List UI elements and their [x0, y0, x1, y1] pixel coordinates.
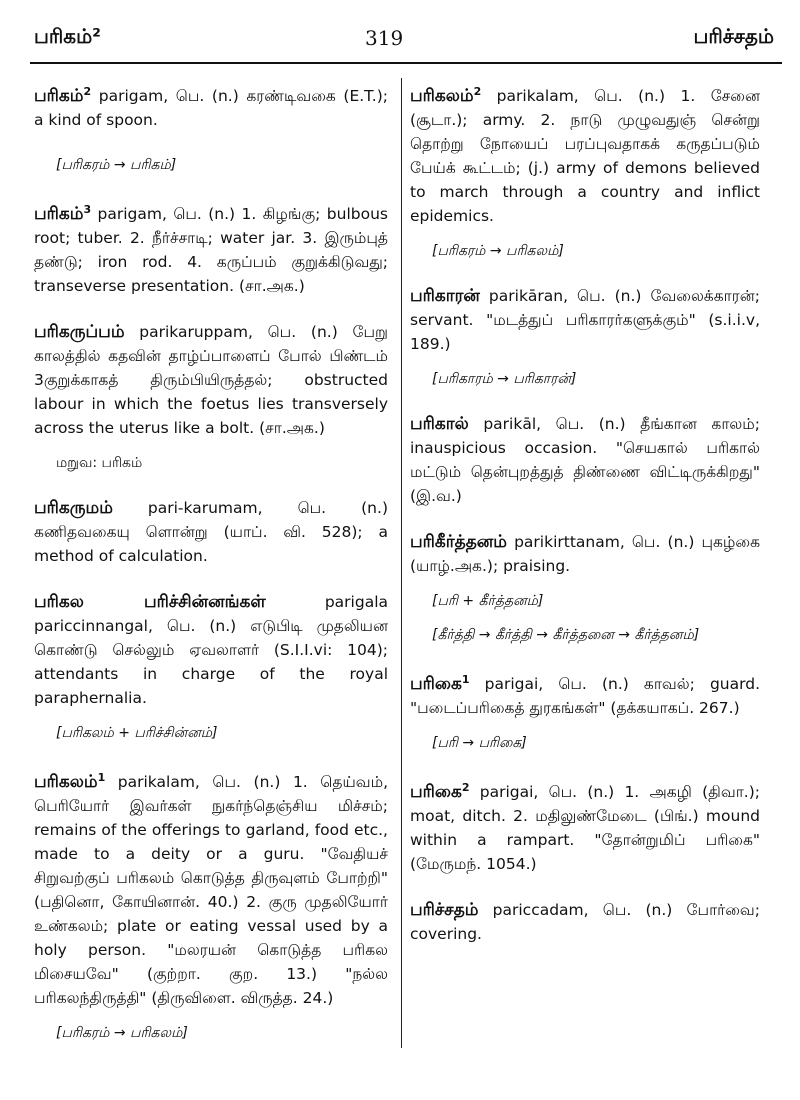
- dictionary-entry: [34, 320, 388, 440]
- etymology: [பரிகலம் + பரிச்சின்னம்]: [56, 725, 218, 742]
- dictionary-entry: [34, 590, 388, 710]
- entry-body: parigam, பெ. (n.) 1. கிழங்கு; bulbous root; tuber. 2. நீர்ச்சாடி; water jar. 3. இரும்புத் தண்டு; iron rod. 4. கருப்பம் குறுக்கிடுவது; transeverse presentation. (சா.அக.): [34, 205, 388, 296]
- dictionary-entry: [410, 284, 760, 356]
- homonym-number: 2: [461, 781, 470, 795]
- dictionary-entry: [34, 496, 388, 568]
- headword: பரிகை: [410, 782, 462, 803]
- headword: பரிகீர்த்தனம்: [410, 532, 507, 553]
- entry-body: parigai, பெ. (n.) 1. அகழி (திவா.); moat, ditch. 2. மதிலுண்மேடை (பிங்.) mound within a rampart. "தோன்றுமிப் பரிகை" (மேருமந். 1054.): [410, 783, 760, 874]
- dictionary-entry: [410, 80, 760, 228]
- entry-body: parikalam, பெ. (n.) 1. தெய்வம், பெரியோர் இவர்கள் நுகர்ந்தெஞ்சிய மிச்சம்; remains of the offerings to garland, food etc., made to a deity or a guru. "வேதியச் சிறுவற்குப் பரிகலம் கொடுத்த திருவுளம் போற்றி" (பதினொ, கோயினான். 40.) 2. குரு முதலியோர் உண்கலம்; plate or eating vessal used by a holy person. "மலரயன் கொடுத்த பரிகல மிசையவே" (குற்றா. குற. 13.) "நல்ல பரிகலந்திருத்தி" (திருவிளை. விருத்த. 24.): [34, 773, 388, 1008]
- entry-body: parikāran, பெ. (n.) வேலைக்காரன்; servant. "மடத்துப் பரிகாரர்களுக்கும்" (s.i.i.v, 189.): [410, 287, 760, 354]
- page-header: [0, 0, 800, 62]
- dictionary-entry: [34, 198, 388, 298]
- homonym-number: 1: [97, 771, 106, 785]
- synonym-note: மறுவ: பரிகம்: [56, 455, 143, 472]
- headword: பரிகருமம்: [34, 498, 113, 519]
- headword: பரிகம்: [34, 86, 84, 107]
- entry-body: pari-karumam, பெ. (n.) கணிதவகையு ளொன்று (யாப். வி. 528); a method of calculation.: [34, 499, 388, 566]
- headword: பரிகை: [410, 674, 462, 695]
- homonym-number: 2: [473, 85, 482, 98]
- headword: பரிகம்: [34, 204, 84, 225]
- dictionary-entry: [410, 776, 760, 876]
- dictionary-entry: [410, 412, 760, 508]
- homonym-number: 1: [461, 673, 470, 687]
- headword: பரிச்சதம்: [410, 900, 479, 921]
- right-column: [410, 80, 760, 968]
- header-right-guideword: பரிச்சதம்: [693, 24, 774, 48]
- headword: பரிகலம்: [34, 772, 98, 793]
- entry-body: parigam, பெ. (n.) கரண்டிவகை (E.T.); a kind of spoon.: [34, 87, 388, 130]
- header-left-guideword: பரிகம்²: [34, 24, 101, 48]
- dictionary-entry: [34, 766, 388, 1010]
- left-column: [34, 80, 388, 1066]
- etymology: [கீர்த்தி → கீர்த்தி → கீர்த்தனை → கீர்த்தனம்]: [432, 627, 700, 644]
- etymology: [பரிகரம் → பரிகலம்]: [432, 243, 564, 260]
- dictionary-entry: [410, 668, 760, 720]
- entry-body: parigai, பெ. (n.) காவல்; guard. "படைப்பரிகைத் துரகங்கள்" (தக்கயாகப். 267.): [410, 675, 760, 718]
- etymology: [பரிகாரம் → பரிகாரன்]: [432, 371, 577, 388]
- headword: பரிகருப்பம்: [34, 322, 125, 343]
- headword: பரிகாரன்: [410, 286, 480, 307]
- entry-body: pariccadam, பெ. (n.) போர்வை; covering.: [410, 901, 760, 944]
- header-rule: [30, 62, 782, 64]
- entry-body: parikalam, பெ. (n.) 1. சேனை (சூடா.); army. 2. நாடு முழுவதுஞ் சென்று தொற்று நோயைப் பரப்புவதாகக் கருதப்படும் பேய்க் கூட்டம்; (j.) army of demons believed to march through a country and inflict epidemics.: [410, 87, 760, 226]
- headword: பரிகால்: [410, 414, 469, 435]
- entry-body: parikāl, பெ. (n.) தீங்கான காலம்; inauspicious occasion. "செயகால் பரிகால் மட்டும் தென்புறத்துத் திண்ணை விட்டிருக்கிறது" (இ.வ.): [410, 415, 760, 506]
- page-number: 319: [365, 26, 404, 50]
- homonym-number: 3: [83, 203, 92, 217]
- entry-body: parikaruppam, பெ. (n.) பேறு காலத்தில் கதவின் தாழ்ப்பாளைப் போல் பிண்டம் 3குறுக்காகத் திரும்பியிருத்தல்; obstructed labour in which the foetus lies transversely across the uterus like a bolt. (சா.அக.): [34, 323, 388, 438]
- etymology: [பரிகரம் → பரிகலம்]: [56, 1025, 188, 1042]
- column-divider: [401, 78, 402, 1048]
- entry-body: parigala pariccinnangal, பெ. (n.) எடுபிடி முதலியன கொண்டு செல்லும் ஏவலாளர் (S.I.I.vi: 104); attendants in charge of the royal paraphernalia.: [34, 593, 388, 708]
- dictionary-entry: [34, 80, 388, 132]
- etymology: [பரி + கீர்த்தனம்]: [432, 593, 544, 610]
- headword: பரிகல பரிச்சின்னங்கள்: [34, 592, 266, 613]
- homonym-number: 2: [83, 85, 92, 98]
- dictionary-entry: [410, 898, 760, 946]
- dictionary-entry: [410, 530, 760, 578]
- headword: பரிகலம்: [410, 86, 474, 107]
- etymology: [பரி → பரிகை]: [432, 735, 527, 752]
- entry-body: parikirttanam, பெ. (n.) புகழ்கை (யாழ்.அக.); praising.: [410, 533, 760, 576]
- etymology: [பரிகரம் → பரிகம்]: [56, 157, 177, 174]
